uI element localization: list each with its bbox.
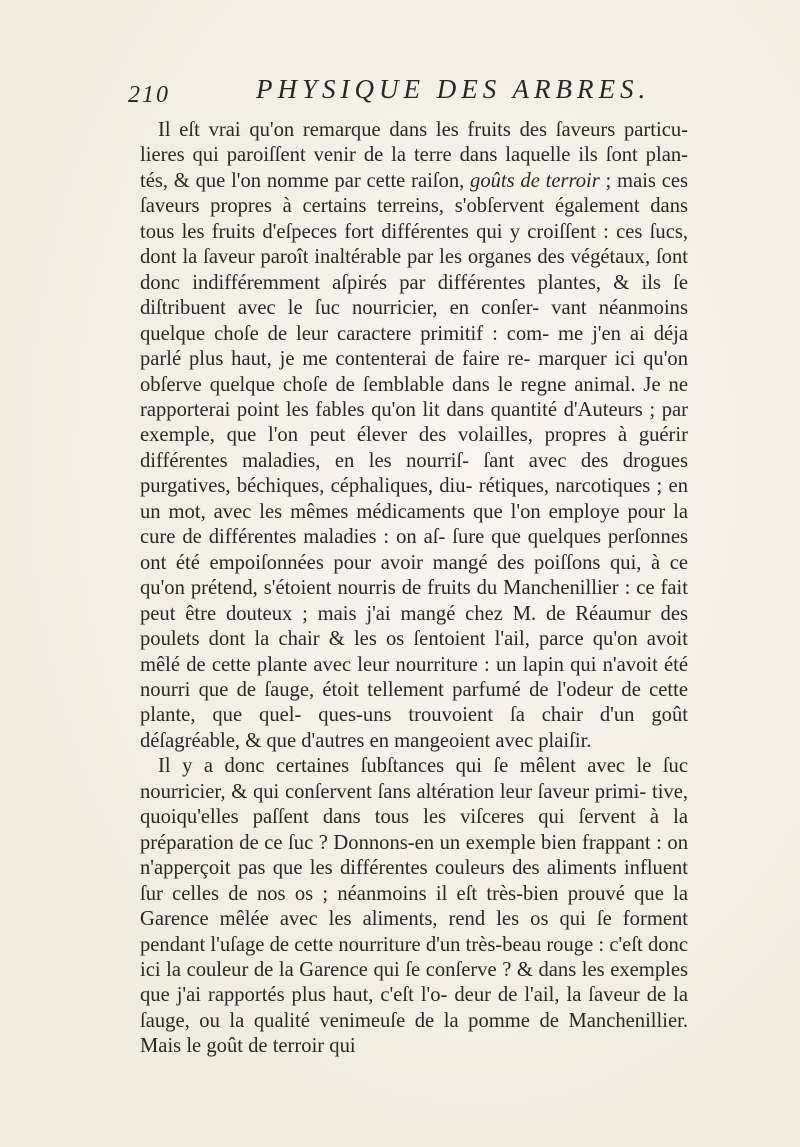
body-text xyxy=(140,118,688,1060)
paragraph-1-text: Il eſt vrai qu'on remarque dans les fruits des ſaveurs particu- lieres qui paroiſſent venir de la terre dans laquelle ils ſont plan- tés, & que l'on nomme par cette raiſon, xyxy=(140,119,688,192)
paragraph-1-text-continued: ; mais ces ſaveurs propres à certains terreins, s'obſervent également dans tous les fruits d'eſpeces fort différentes qui y croiſſent : ces ſucs, dont la ſaveur paroît inaltérable par les organes des végétaux, ſont donc indifféremment aſpirés par différentes plantes, & ils ſe diſtribuent avec le ſuc nourricier, en conſer- vant néanmoins quelque choſe de leur caractere primitif : com- me j'en ai déja parlé plus haut, je me contenterai de faire re- marquer ici qu'on obſerve quelque choſe de ſemblable dans le regne animal. Je ne rapporterai point les fables qu'on lit dans quantité d'Auteurs ; par exemple, que l'on peut élever des volailles, propres à guérir différentes maladies, en les nourriſ- ſant avec des drogues purgatives, béchiques, céphaliques, diu- rétiques, narcotiques ; en un mot, avec les mêmes médicaments que l'on employe pour la cure de différentes maladies : on aſ- ſure que quelques perſonnes ont été empoiſonnées pour avoir mangé des poiſſons qui, à ce qu'on prétend, s'étoient nourris de fruits du Manchenillier : ce fait peut être douteux ; mais j'ai mangé chez M. de Réaumur des poulets dont la chair & les os ſentoient l'ail, parce qu'on avoit mêlé de cette plante avec leur nourriture : un lapin qui n'avoit été nourri que de ſauge, étoit tellement parfumé de l'odeur de cette plante, que quel- ques-uns trouvoient ſa chair d'un goût déſagréable, & que d'autres en mangeoient avec plaiſir. xyxy=(140,169,689,752)
running-head xyxy=(128,74,688,114)
page-number: 210 xyxy=(128,82,170,108)
paragraph-2 xyxy=(140,754,688,1059)
paragraph-1 xyxy=(140,118,688,754)
paragraph-2-text: Il y a donc certaines ſubſtances qui ſe mêlent avec le ſuc nourricier, & qui conſervent ſans altération leur ſaveur primi- tive, quoiqu'elles paſſent dans tous les viſceres qui ſervent à la préparation de ce ſuc ? Donnons-en un exemple bien frappant : on n'apperçoit pas que les différentes couleurs des aliments influent ſur celles de nos os ; néanmoins il eſt très-bien prouvé que la Garence mêlée avec les aliments, rend les os qui ſe forment pendant l'uſage de cette nourriture d'un très-beau rouge : c'eſt donc ici la couleur de la Garence qui ſe conſerve ? & dans les exemples que j'ai rapportés plus haut, c'eſt l'o- deur de l'ail, la ſaveur de la ſauge, ou la qualité venimeuſe de la pomme de Manchenillier. Mais le goût de terroir qui xyxy=(140,755,688,1058)
paragraph-1-italic-term: goûts de terroir xyxy=(470,169,600,192)
running-title: PHYSIQUE DES ARBRES. xyxy=(256,74,651,104)
